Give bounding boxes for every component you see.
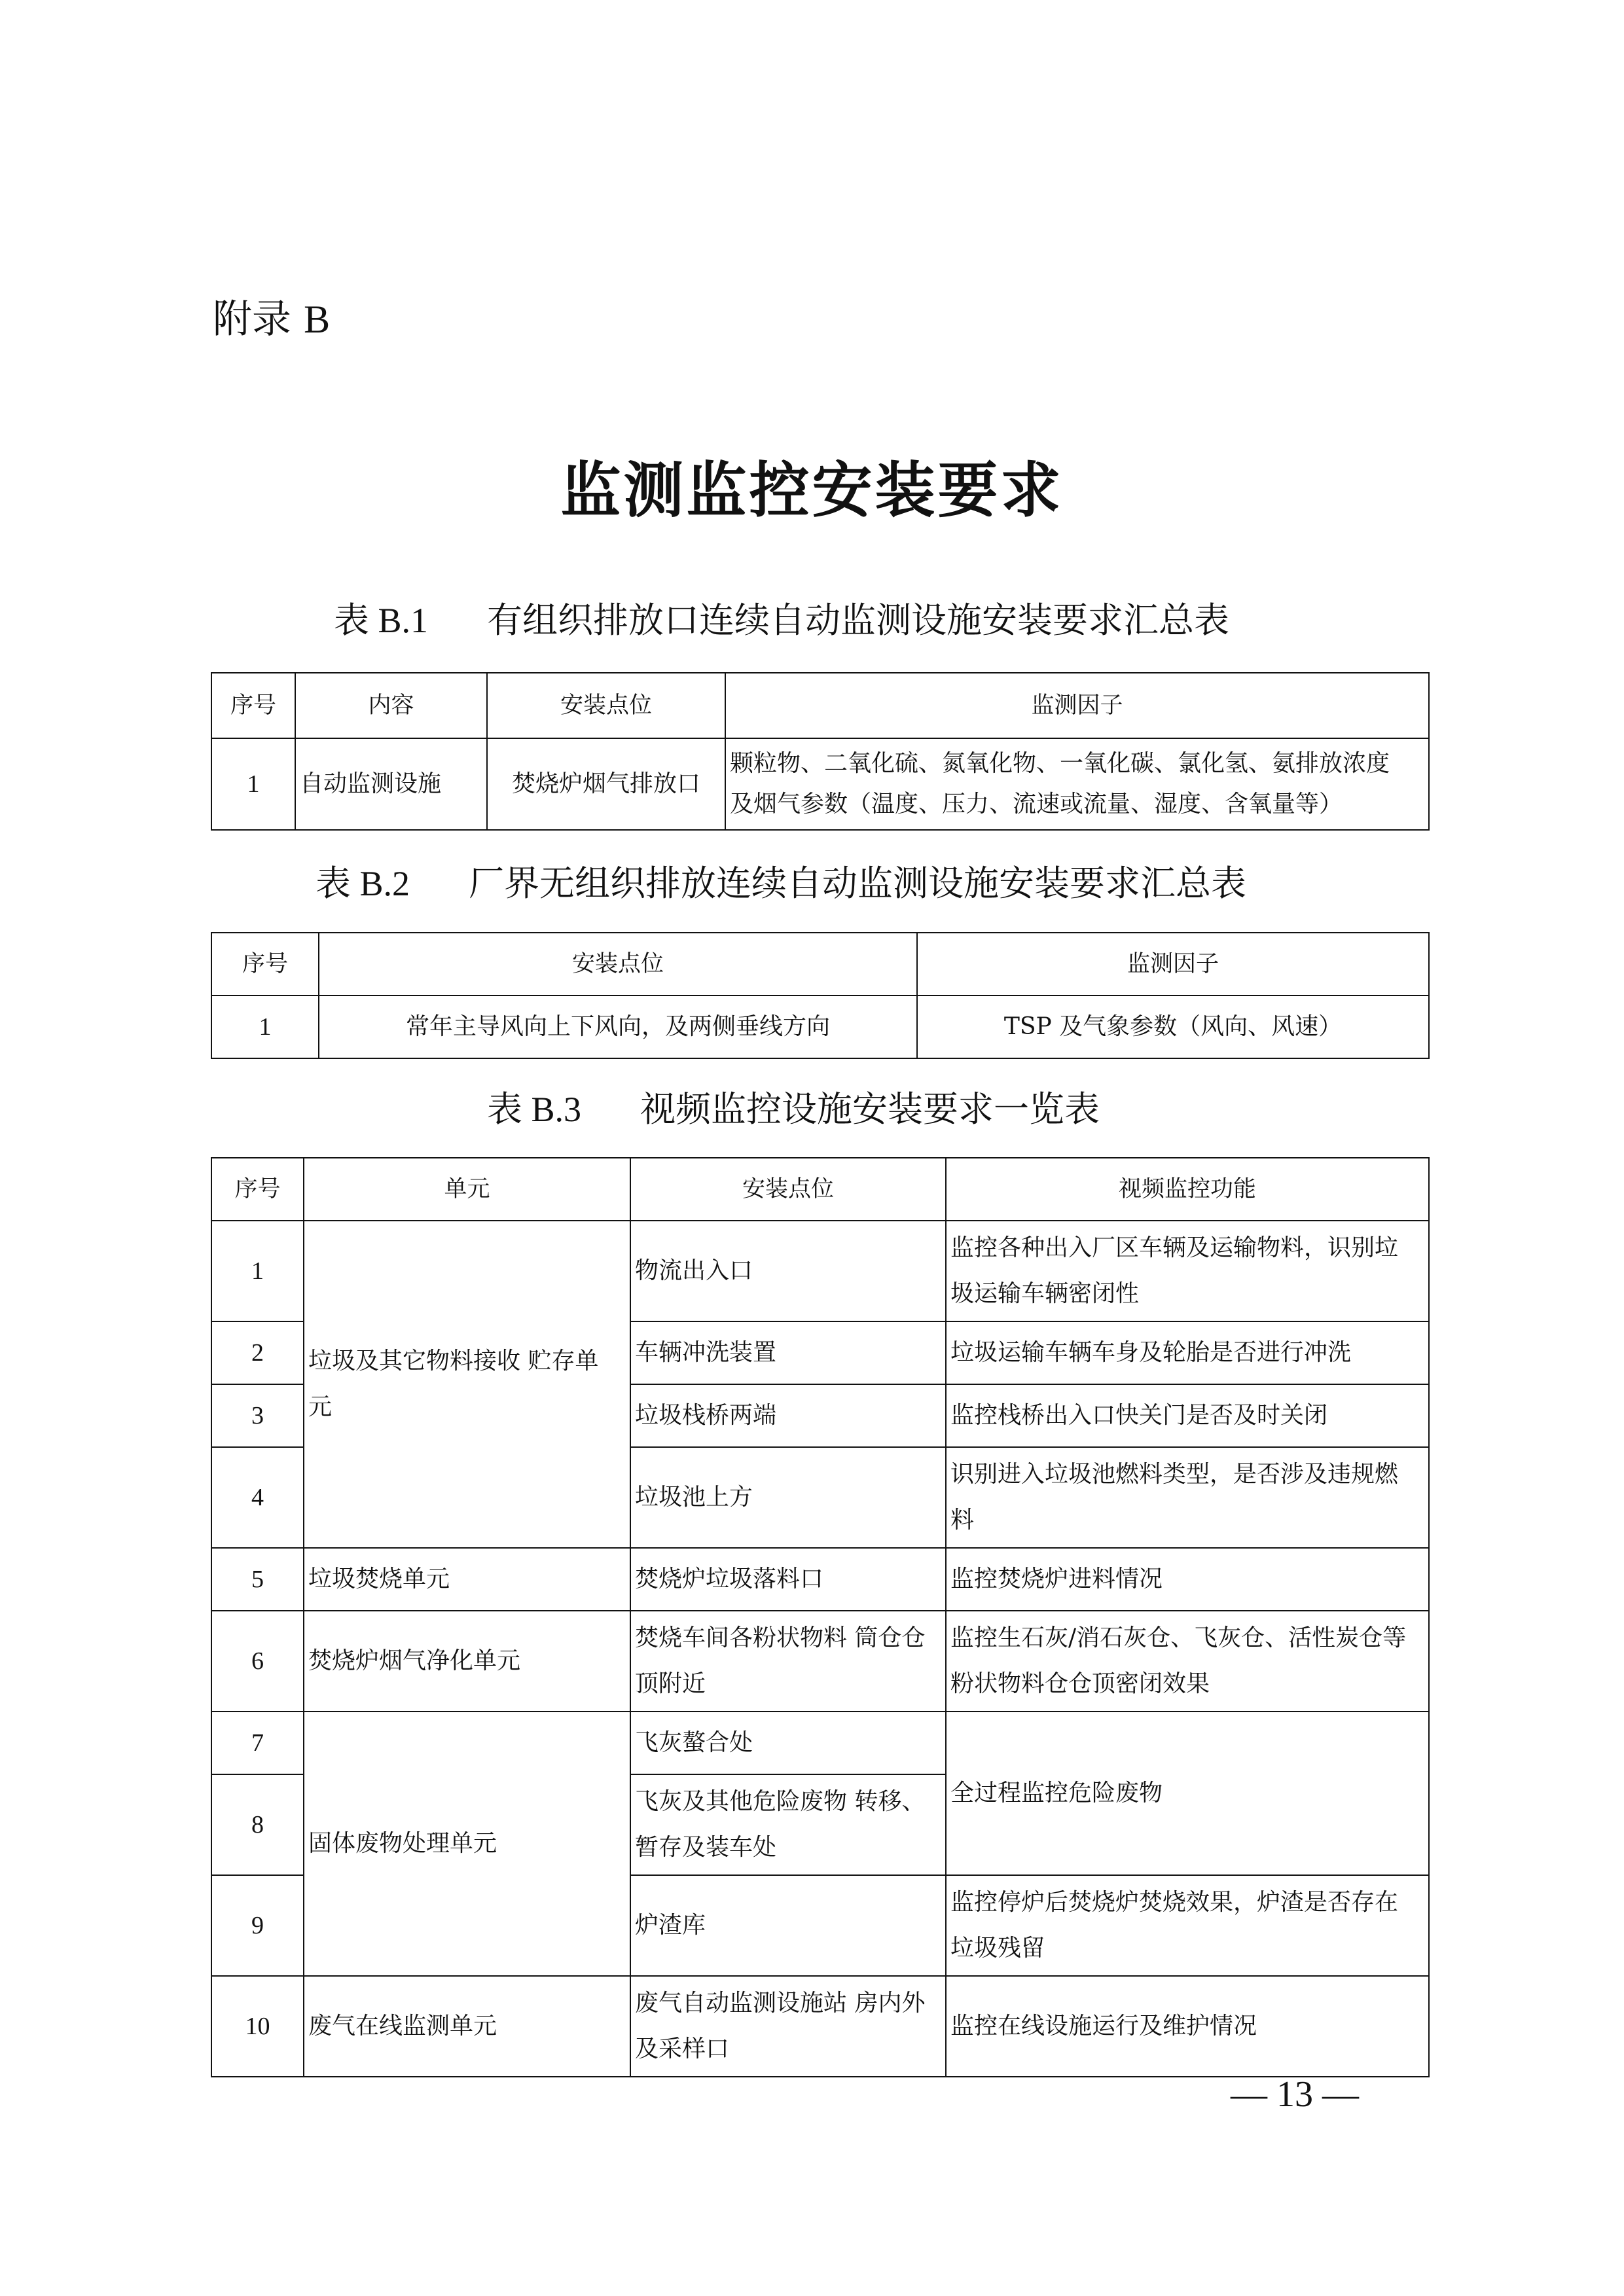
function-cell: [946, 1548, 1429, 1611]
location-line: 飞灰螯合处: [635, 1729, 753, 1756]
function-line: 识别进入垃圾池燃料类型，是否涉及违规燃: [950, 1461, 1399, 1488]
function-cell: [946, 1321, 1429, 1384]
table-b3-caption: [487, 1086, 1100, 1132]
factors-line: 及烟气参数（温度、压力、流速或流量、湿度、含氧量等）: [730, 791, 1343, 817]
unit-cell: [304, 1548, 630, 1611]
location-cell: [630, 1384, 946, 1447]
location-cell: [630, 1875, 946, 1976]
unit-line: 垃圾焚烧单元: [308, 1566, 450, 1592]
table-b2-caption: [316, 861, 1246, 906]
function-line: 全过程监控危险废物: [950, 1780, 1163, 1806]
seq-cell: 4: [211, 1447, 304, 1548]
location-cell: 常年主导风向上下风向，及两侧垂线方向: [319, 996, 917, 1058]
function-cell: [946, 1447, 1429, 1548]
factors-cell: [725, 738, 1429, 830]
table-b3-header: 序号: [211, 1158, 304, 1221]
appendix-letter: B: [304, 298, 331, 341]
location-line: 顶附近: [635, 1670, 706, 1697]
location-line: 焚烧炉垃圾落料口: [635, 1566, 824, 1592]
table-b1-header: 序号: [211, 673, 295, 738]
table-b1-header: 监测因子: [725, 673, 1429, 738]
seq-cell: 3: [211, 1384, 304, 1447]
unit-cell: [304, 1712, 630, 1976]
table-b2-header: 安装点位: [319, 933, 917, 996]
table-b1-header: 内容: [295, 673, 487, 738]
function-line: 料: [950, 1507, 975, 1534]
table-b3-number: 表 B.3: [487, 1090, 582, 1129]
factors-line: 颗粒物、二氧化硫、氮氧化物、一氧化碳、氯化氢、氨排放浓度: [730, 750, 1390, 777]
table-b1-header: 安装点位: [487, 673, 725, 738]
table-b2-title: 厂界无组织排放连续自动监测设施安装要求汇总表: [469, 863, 1247, 904]
location-line: 物流出入口: [635, 1257, 753, 1284]
function-line: 监控各种出入厂区车辆及运输物料，识别垃: [950, 1234, 1399, 1261]
page-title: 监测监控安装要求: [560, 456, 1064, 526]
table-b2-header: 监测因子: [917, 933, 1429, 996]
function-cell: [946, 1976, 1429, 2077]
seq-cell: 1: [211, 738, 295, 830]
table-b3-header: 视频监控功能: [946, 1158, 1429, 1221]
appendix-heading: [213, 293, 330, 346]
function-line: 垃圾残留: [950, 1935, 1045, 1962]
table-b2-header: 序号: [211, 933, 319, 996]
table-row: [211, 738, 1429, 830]
table-row: [211, 1712, 1429, 1774]
function-line: 圾运输车辆密闭性: [950, 1280, 1140, 1307]
location-line: 暂存及装车处: [635, 1834, 777, 1861]
location-line: 焚烧车间各粉状物料 筒仓仓: [635, 1624, 926, 1651]
unit-line: 废气在线监测单元: [308, 2013, 497, 2039]
table-row: [211, 1548, 1429, 1611]
appendix-label: 附录: [213, 296, 291, 342]
function-cell: [946, 1875, 1429, 1976]
unit-line: 元: [308, 1393, 333, 1420]
function-line: 粉状物料仓仓顶密闭效果: [950, 1670, 1210, 1697]
function-line: 监控在线设施运行及维护情况: [950, 2013, 1257, 2039]
unit-cell: [304, 1611, 630, 1712]
page-number-value: 13: [1276, 2074, 1313, 2115]
table-b3-header: 单元: [304, 1158, 630, 1221]
table-row: [211, 1611, 1429, 1712]
function-cell: [946, 1221, 1429, 1321]
location-cell: [630, 1548, 946, 1611]
function-cell: [946, 1712, 1429, 1875]
function-line: 监控生石灰/消石灰仓、飞灰仓、活性炭仓等: [950, 1624, 1407, 1651]
unit-line: 垃圾及其它物料接收 贮存单: [308, 1348, 599, 1374]
location-line: 及采样口: [635, 2036, 730, 2062]
unit-cell: [304, 1976, 630, 2077]
table-b3: [211, 1157, 1430, 2077]
function-line: 垃圾运输车辆车身及轮胎是否进行冲洗: [950, 1339, 1352, 1366]
seq-cell: 10: [211, 1976, 304, 2077]
location-cell: [630, 1976, 946, 2077]
table-row: [211, 1221, 1429, 1321]
table-b2-number: 表 B.2: [316, 864, 410, 903]
location-line: 飞灰及其他危险废物 转移、: [635, 1788, 926, 1815]
table-b3-title: 视频监控设施安装要求一览表: [640, 1088, 1100, 1130]
table-row: [211, 1976, 1429, 2077]
seq-cell: 1: [211, 996, 319, 1058]
function-line: 监控停炉后焚烧炉焚烧效果，炉渣是否存在: [950, 1889, 1399, 1916]
seq-cell: 2: [211, 1321, 304, 1384]
location-line: 炉渣库: [635, 1912, 706, 1939]
content-cell: 自动监测设施: [295, 738, 487, 830]
location-line: 垃圾池上方: [635, 1484, 753, 1511]
function-cell: [946, 1611, 1429, 1712]
table-b1: [211, 672, 1430, 831]
location-line: 垃圾栈桥两端: [635, 1402, 777, 1429]
factors-cell: TSP 及气象参数（风向、风速）: [917, 996, 1429, 1058]
unit-line: 固体废物处理单元: [308, 1830, 497, 1857]
function-line: 监控栈桥出入口快关门是否及时关闭: [950, 1402, 1328, 1429]
table-b1-number: 表 B.1: [334, 601, 429, 640]
seq-cell: 9: [211, 1875, 304, 1976]
unit-line: 焚烧炉烟气净化单元: [308, 1647, 521, 1674]
seq-cell: 5: [211, 1548, 304, 1611]
table-b2: [211, 932, 1430, 1059]
table-b1-title: 有组织排放口连续自动监测设施安装要求汇总表: [487, 600, 1230, 641]
location-line: 废气自动监测设施站 房内外: [635, 1990, 926, 2017]
page-number: — 13 —: [1231, 2074, 1359, 2115]
location-cell: [630, 1321, 946, 1384]
location-line: 车辆冲洗装置: [635, 1339, 777, 1366]
location-cell: [630, 1447, 946, 1548]
function-cell: [946, 1384, 1429, 1447]
location-cell: [630, 1221, 946, 1321]
table-row: [211, 996, 1429, 1058]
seq-cell: 1: [211, 1221, 304, 1321]
table-b3-header: 安装点位: [630, 1158, 946, 1221]
location-cell: [630, 1611, 946, 1712]
location-cell: 焚烧炉烟气排放口: [487, 738, 725, 830]
seq-cell: 6: [211, 1611, 304, 1712]
seq-cell: 8: [211, 1774, 304, 1875]
location-cell: [630, 1712, 946, 1774]
seq-cell: 7: [211, 1712, 304, 1774]
unit-cell: [304, 1221, 630, 1548]
function-line: 监控焚烧炉进料情况: [950, 1566, 1163, 1592]
location-cell: [630, 1774, 946, 1875]
table-b1-caption: [334, 598, 1229, 643]
